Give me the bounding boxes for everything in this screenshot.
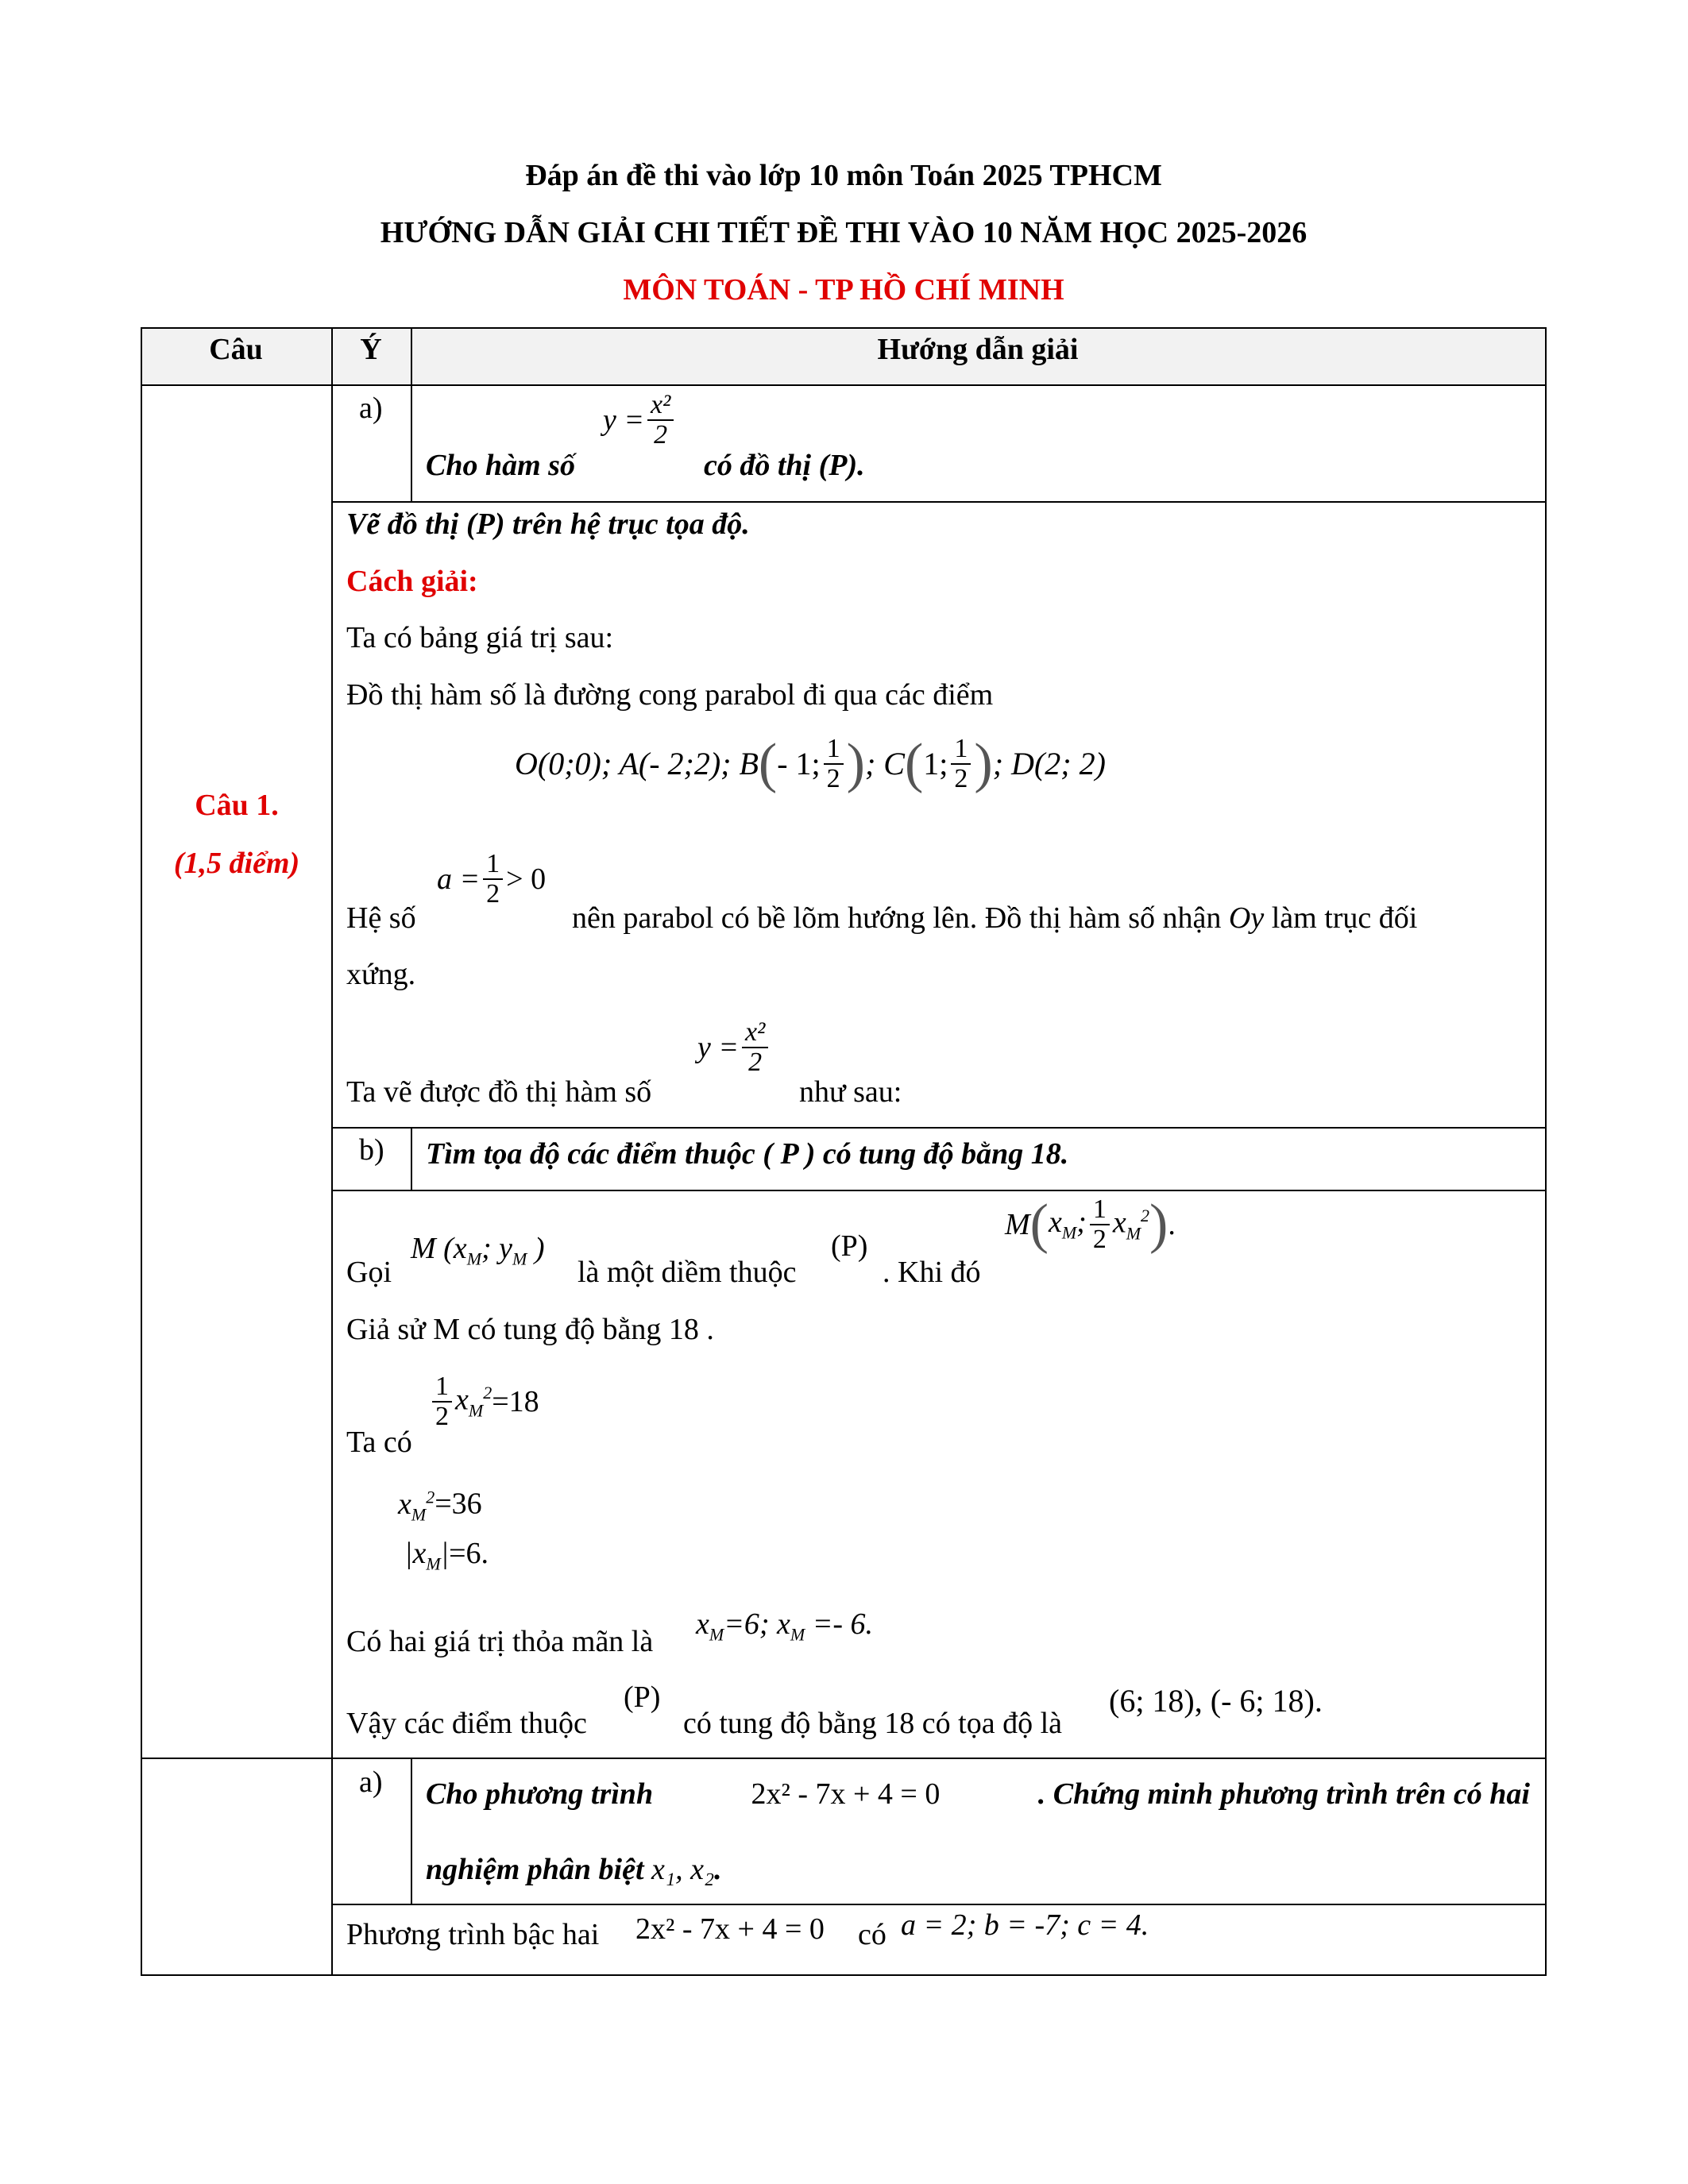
formula-den: 2 <box>748 1047 763 1077</box>
divider <box>411 1127 412 1190</box>
body-text: Gọi <box>346 1256 392 1289</box>
body-text: Có hai giá trị thỏa mãn là <box>346 1625 654 1658</box>
formula: (P) <box>624 1680 661 1714</box>
coef-formula: a = 2; b = -7; c = 4. <box>901 1908 1149 1942</box>
divider <box>141 327 1547 329</box>
doc-subject: MÔN TOÁN - TP HỒ CHÍ MINH <box>623 273 1064 307</box>
formula-num: 1 <box>1090 1195 1110 1225</box>
text-span: =18 <box>492 1384 539 1418</box>
formula-num: x² <box>647 391 674 421</box>
body-text: xứng. <box>346 958 416 991</box>
body-text: có tung độ bằng 18 có tọa độ là <box>683 1707 1063 1740</box>
divider <box>141 327 142 1976</box>
part-label: b) <box>359 1133 384 1167</box>
formula-den: 2 <box>826 763 840 793</box>
formula-part: 1; <box>923 745 948 781</box>
formula-part: ; D(2; 2) <box>992 745 1106 781</box>
body-text: Hệ số <box>346 901 416 935</box>
formula-den: 2 <box>435 1401 449 1431</box>
formula-den: 2 <box>1092 1224 1107 1254</box>
prompt-text <box>426 1779 1530 1809</box>
function-formula <box>697 1018 771 1076</box>
formula-rhs: > 0 <box>506 862 547 896</box>
divider <box>141 1758 1547 1759</box>
body-text: Ta có <box>346 1426 412 1459</box>
formula-den: 2 <box>654 419 668 450</box>
formula-num: 1 <box>824 735 844 765</box>
divider <box>141 384 1547 386</box>
prompt-text: có đồ thị (P). <box>704 449 865 482</box>
formula: $x_M=6$; $x_M =- 6$. <box>696 1607 873 1645</box>
formula-lhs: y = <box>697 1030 740 1064</box>
formula-lhs: y = <box>603 403 645 437</box>
formula-den: 2 <box>954 763 968 793</box>
formula: (P) <box>831 1229 868 1263</box>
formula: $x_M^2=36$ <box>398 1487 482 1525</box>
text-span: =6; x <box>724 1607 790 1641</box>
header-cau: Câu <box>209 333 263 366</box>
doc-subtitle: HƯỚNG DẪN GIẢI CHI TIẾT ĐỀ THI VÀO 10 NĂM HỌC 2025-2026 <box>380 216 1308 249</box>
text-span: . Chứng minh phương trình trên có hai <box>1037 1777 1530 1811</box>
text-span: =6. <box>449 1537 489 1570</box>
body-text: Phương trình bậc hai <box>346 1918 600 1951</box>
divider <box>331 1904 1547 1905</box>
answer-formula: (6; 18), (- 6; 18). <box>1109 1683 1323 1719</box>
text-span: M <box>1005 1207 1030 1241</box>
formula-part: O(0;0); A(- 2;2); B <box>515 745 759 781</box>
question-label: Câu 1. <box>195 789 279 822</box>
text-span: ) có tung độ bằng 18. <box>805 1137 1069 1171</box>
divider <box>141 1974 1547 1976</box>
prompt-text: Cho hàm số <box>426 449 575 482</box>
text-span: làm trục đối <box>1271 901 1418 935</box>
divider <box>1545 327 1547 1976</box>
body-text: . Khi đó <box>883 1256 981 1289</box>
points-formula: O(0;0); A(- 2;2); B ( - 1; $\frac{1}{2}$ ) ; C ( 1; $\frac{1}{2}$ ) ; D(2; 2) <box>515 732 1106 794</box>
text-span: M (x <box>411 1232 467 1265</box>
text-span: nên parabol có bề lõm hướng lên. Đồ thị hàm số nhận <box>572 901 1222 935</box>
text-span: P <box>780 1137 798 1171</box>
formula-num: 1 <box>951 735 971 765</box>
text-span: =36 <box>435 1487 482 1521</box>
text-span: Cho phương trình <box>426 1777 654 1811</box>
text-span: Tìm tọa độ các điểm thuộc ( <box>426 1137 773 1171</box>
divider <box>411 1758 412 1904</box>
body-text: Đồ thị hàm số là đường cong parabol đi qua các điểm <box>346 678 994 712</box>
doc-title: Đáp án đề thi vào lớp 10 môn Toán 2025 TPHCM <box>525 159 1162 192</box>
formula: $\frac{1}{2}$ $x_M^2$ =18 <box>429 1372 539 1430</box>
body-text: Ta vẽ được đồ thị hàm số <box>346 1075 652 1109</box>
body-text: là một diềm thuộc <box>577 1256 797 1289</box>
method-heading: Cách giải: <box>346 565 478 598</box>
part-label: a) <box>359 1765 383 1799</box>
divider <box>331 1190 1547 1191</box>
prompt-text: nghiệm phân biệt x₁, x₂. <box>426 1853 722 1886</box>
function-formula <box>603 391 677 449</box>
task-text <box>426 1139 1068 1169</box>
divider <box>331 327 333 1976</box>
text-span: =- 6 <box>812 1607 866 1641</box>
divider <box>331 501 1547 503</box>
text-span: Oy <box>1228 901 1265 935</box>
header-y: Ý <box>360 333 382 366</box>
text-span: nghiệm phân biệt <box>426 1853 644 1886</box>
formula-part: ; C <box>864 745 905 781</box>
formula-num: 1 <box>432 1372 452 1403</box>
task-text: Vẽ đồ thị (P) trên hệ trục tọa độ. <box>346 507 750 541</box>
body-text: như sau: <box>799 1075 902 1109</box>
body-text <box>572 903 1417 933</box>
divider <box>411 327 412 501</box>
equation: 2x² - 7x + 4 = 0 <box>751 1777 941 1811</box>
header-huong-dan: Hướng dẫn giải <box>877 333 1079 366</box>
formula: M ( $x_M$; $\frac{1}{2}$ $x_M^2$ ) . <box>1005 1193 1176 1255</box>
formula: $|x_M|=6$. <box>404 1537 489 1574</box>
body-text: Giả sử M có tung độ bằng 18 . <box>346 1313 714 1346</box>
question-points: (1,5 điểm) <box>173 847 300 880</box>
body-text: Vậy các điểm thuộc <box>346 1707 587 1740</box>
formula-lhs: a = <box>437 862 481 896</box>
formula-part: - 1; <box>777 745 821 781</box>
divider <box>331 1127 1547 1129</box>
table-header <box>141 327 1545 384</box>
body-text: có <box>858 1918 886 1951</box>
equation: 2x² - 7x + 4 = 0 <box>635 1912 825 1946</box>
roots-formula: x₁, x₂ <box>651 1853 715 1886</box>
coef-formula <box>437 850 546 908</box>
part-label: a) <box>359 392 383 425</box>
formula-num: 1 <box>483 850 503 880</box>
formula-den: 2 <box>486 878 500 909</box>
body-text: Ta có bảng giá trị sau: <box>346 621 614 654</box>
formula-num: x² <box>742 1018 768 1048</box>
formula: M ($x_M$; $y_M$ ) <box>411 1232 545 1269</box>
